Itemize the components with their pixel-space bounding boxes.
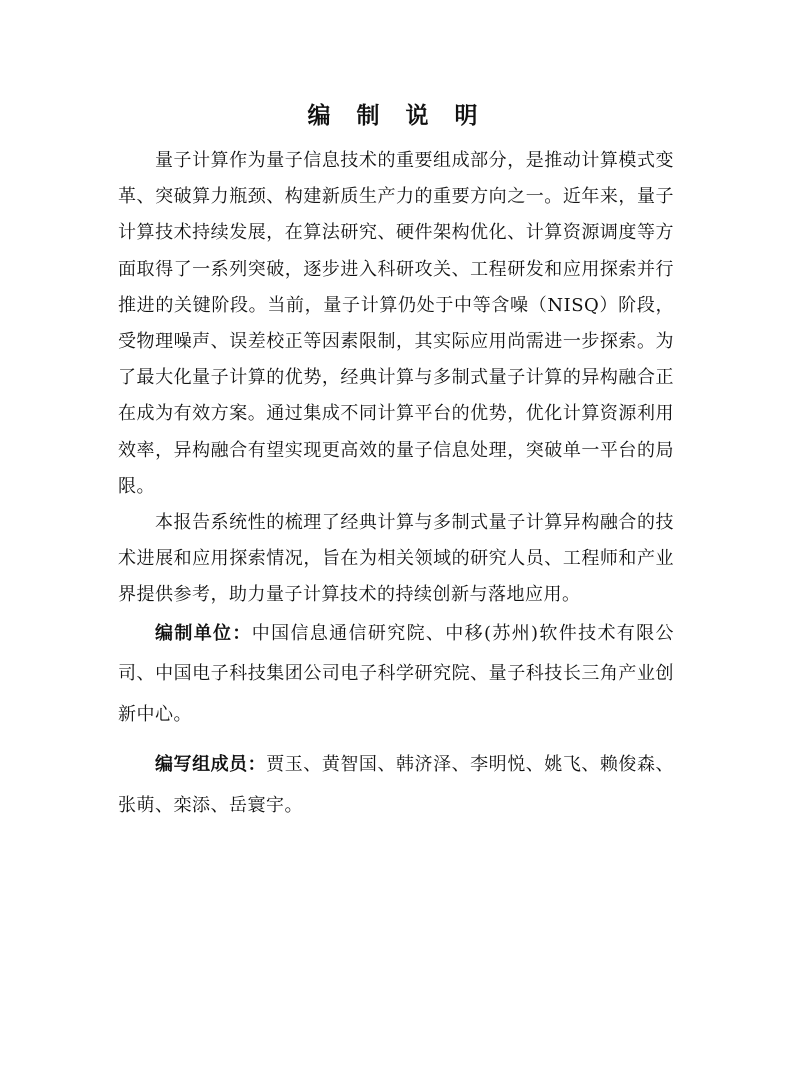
- document-title: 编 制 说 明: [307, 103, 487, 129]
- compilers-label: 编制单位：: [155, 622, 252, 644]
- members-value: 贾玉、黄智国、韩济泽、李明悦、姚飞、赖俊森、张萌、栾添、岳寰宇。: [118, 754, 675, 816]
- purpose-paragraph: 本报告系统性的梳理了经典计算与多制式量子计算异构融合的技术进展和应用探索情况，旨在为相关领域的研究人员、工程师和产业界提供参考，助力量子计算技术的持续创新与落地应用。: [118, 512, 674, 606]
- compilers-paragraph: [118, 614, 674, 736]
- intro-paragraph: 量子计算作为量子信息技术的重要组成部分，是推动计算模式变革、突破算力瓶颈、构建新质生产力的重要方向之一。近年来，量子计算技术持续发展，在算法研究、硬件架构优化、计算资源调度等方面取得了一系列突破，逐步进入科研攻关、工程研发和应用探索并行推进的关键阶段。当前，量子计算仍处于中等含噪（NISQ）阶段，受物理噪声、误差校正等因素限制，其实际应用尚需进一步探索。为了最大化量子计算的优势，经典计算与多制式量子计算的异构融合正在成为有效方案。通过集成不同计算平台的优势，优化计算资源利用效率，异构融合有望实现更高效的量子信息处理，突破单一平台的局限。: [118, 150, 674, 497]
- members-label: 编写组成员：: [155, 754, 267, 776]
- compilers-value: 中国信息通信研究院、中移(苏州)软件技术有限公司、中国电子科技集团公司电子科学研究院、量子科技长三角产业创新中心。: [118, 622, 675, 725]
- members-paragraph: [118, 745, 674, 826]
- document-body: [118, 143, 674, 826]
